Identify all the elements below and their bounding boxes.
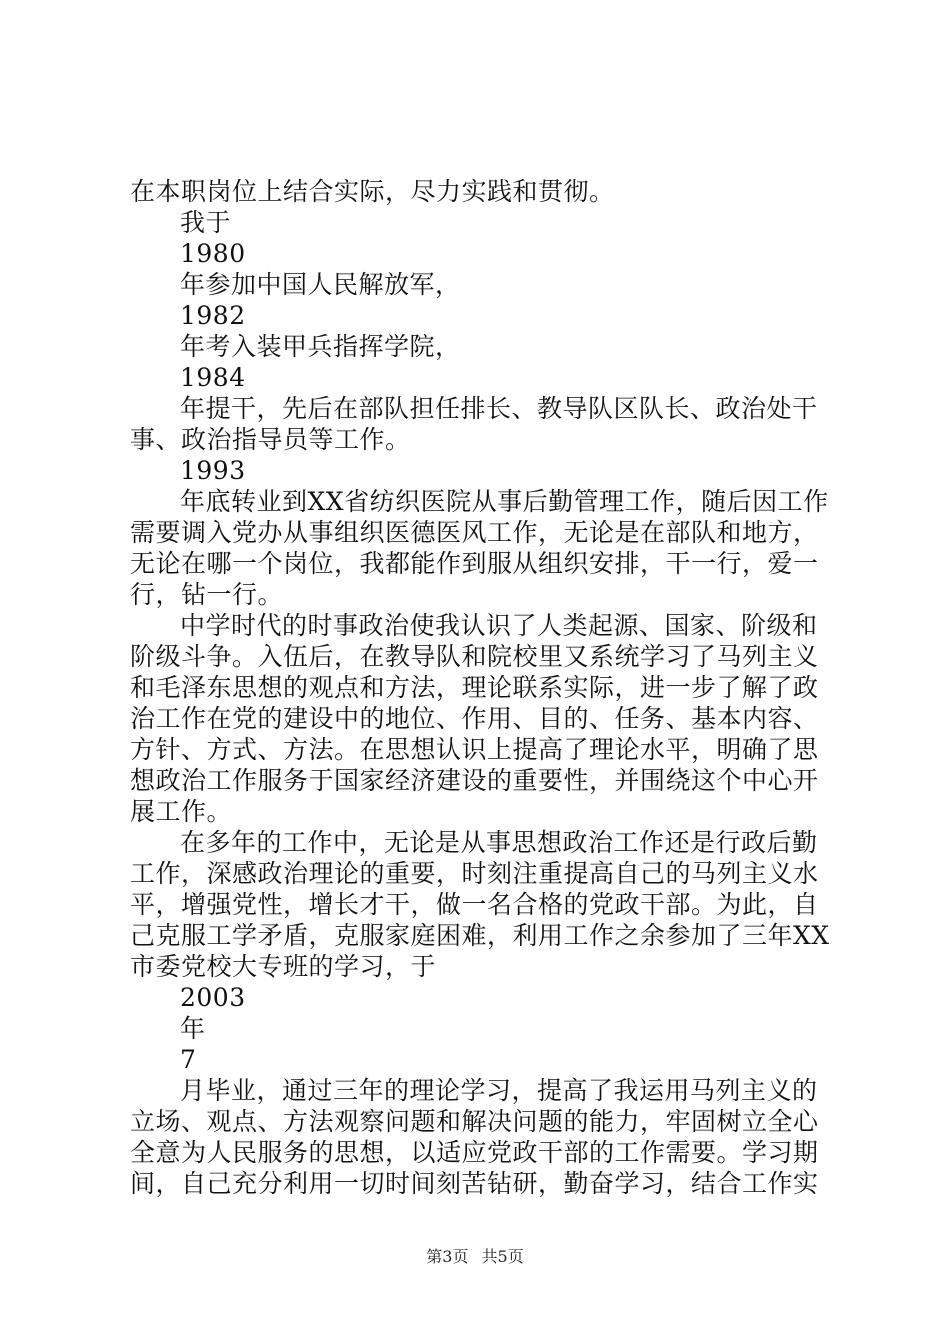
text-line: 想政治工作服务于国家经济建设的重要性，并围绕这个中心开 [130,766,819,795]
text-line: 间，自己充分利用一切时间刻苦钻研，勤奋学习，结合工作实 [130,1169,819,1198]
text-line: 方针、方式、方法。在思想认识上提高了理论水平，明确了思 [130,735,819,764]
text-line: 1982 [180,301,246,330]
text-line: 年 [180,1014,206,1043]
text-line: 事、政治指导员等工作。 [130,425,411,454]
text-line: 全意为人民服务的思想，以适应党政干部的工作需要。学习期 [130,1138,819,1167]
page-total: 共5页 [481,1247,524,1266]
text-line: 市委党校大专班的学习，于 [130,952,437,981]
text-line: 工作，深感政治理论的重要，时刻注重提高自己的马列主义水 [130,859,819,888]
document-body [130,176,850,1199]
text-line: 己克服工学矛盾，克服家庭困难，利用工作之余参加了三年XX [130,921,830,950]
text-line: 平，增强党性，增长才干，做一名合格的党政干部。为此，自 [130,890,819,919]
text-line: 月毕业，通过三年的理论学习，提高了我运用马列主义的 [180,1076,818,1105]
text-line: 我于 [180,208,232,237]
text-line: 年参加中国人民解放军， [180,270,461,299]
text-line: 1980 [180,239,246,268]
text-line: 年底转业到XX省纺织医院从事后勤管理工作，随后因工作 [180,487,829,516]
text-line: 1993 [180,456,246,485]
text-line: 年提干，先后在部队担任排长、教导队区队长、政治处干 [180,394,818,423]
text-line: 治工作在党的建设中的地位、作用、目的、任务、基本内容、 [130,704,819,733]
text-line: 在多年的工作中，无论是从事思想政治工作还是行政后勤 [180,828,818,857]
text-line: 立场、观点、方法观察问题和解决问题的能力，牢固树立全心 [130,1107,819,1136]
text-line: 1984 [180,363,246,392]
text-line: 和毛泽东思想的观点和方法，理论联系实际，进一步了解了政 [130,673,819,702]
text-line: 7 [180,1045,197,1074]
text-line: 2003 [180,983,246,1012]
text-line: 行，钻一行。 [130,580,284,609]
text-line: 无论在哪一个岗位，我都能作到服从组织安排，干一行，爱一 [130,549,819,578]
text-line: 需要调入党办从事组织医德医风工作，无论是在部队和地方， [130,518,819,547]
text-line: 展工作。 [130,797,233,826]
text-line: 年考入装甲兵指挥学院， [180,332,461,361]
text-line: 在本职岗位上结合实际，尽力实践和贯彻。 [130,177,615,206]
text-line: 中学时代的时事政治使我认识了人类起源、国家、阶级和 [180,611,818,640]
page-number: 第3页 [426,1247,469,1266]
text-line: 阶级斗争。入伍后，在教导队和院校里又系统学习了马列主义 [130,642,819,671]
page-footer [0,1244,950,1267]
